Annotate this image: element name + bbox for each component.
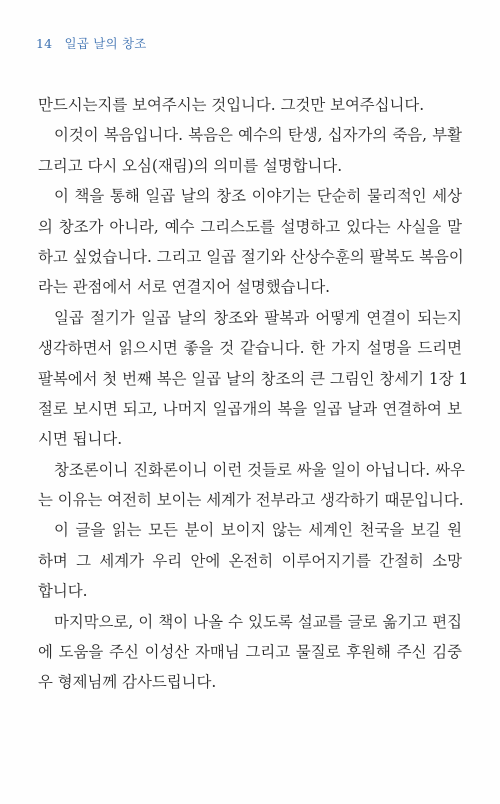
- body-text: [38, 90, 469, 698]
- text-line: 그리고 다시 오심(재림)의 의미를 설명합니다.: [38, 156, 343, 175]
- paragraph: [38, 455, 465, 516]
- page-number: 14: [36, 36, 53, 51]
- text-line: 이 글을 읽는 모든 분이 보이지 않는 세계인 천국을 보길 원: [54, 521, 462, 540]
- text-line: 생각하면서 읽으시면 좋을 것 같습니다. 한 가지 설명을 드리면: [38, 339, 462, 358]
- text-line: 는 이유는 여전히 보이는 세계가 전부라고 생각하기 때문입니다.: [38, 491, 464, 510]
- text-line: 이 책을 통해 일곱 날의 창조 이야기는 단순히 물리적인 세상: [54, 187, 462, 206]
- text-line: 절로 보시면 되고, 나머지 일곱개의 복을 일곱 날과 연결하여 보: [38, 399, 462, 418]
- paragraph: [38, 515, 462, 606]
- text-line: 시면 됩니다.: [38, 430, 123, 449]
- text-line: 이것이 복음입니다. 복음은 예수의 탄생, 십자가의 죽음, 부활: [54, 126, 462, 145]
- text-line: 하고 싶었습니다. 그리고 일곱 절기와 산상수훈의 팔복도 복음이: [38, 247, 464, 266]
- text-line: 일곱 절기가 일곱 날의 창조와 팔복과 어떻게 연결이 되는지: [54, 308, 462, 327]
- paragraph: [38, 181, 462, 303]
- paragraph: [38, 90, 462, 120]
- paragraph: [38, 607, 462, 698]
- text-line: 팔복에서 첫 번째 복은 일곱 날의 창조의 큰 그림인 창세기 1장 1: [38, 369, 469, 388]
- text-line: 라는 관점에서 서로 연결지어 설명했습니다.: [38, 278, 331, 297]
- running-head: [36, 34, 147, 52]
- text-line: 하며 그 세계가 우리 안에 온전히 이루어지기를 간절히 소망: [38, 551, 462, 570]
- chapter-title: 일곱 날의 창조: [64, 36, 147, 51]
- text-line: 마지막으로, 이 책이 나올 수 있도록 설교를 글로 옮기고 편집: [54, 612, 462, 631]
- paragraph: [38, 303, 469, 455]
- paragraph: [38, 120, 462, 181]
- text-line: 에 도움을 주신 이성산 자매님 그리고 물질로 후원해 주신 김중: [38, 643, 462, 662]
- text-line: 우 형제님께 감사드립니다.: [38, 673, 217, 692]
- text-line: 의 창조가 아니라, 예수 그리스도를 설명하고 있다는 사실을 말: [38, 217, 462, 236]
- text-line: 창조론이니 진화론이니 이런 것들로 싸울 일이 아닙니다. 싸우: [54, 460, 465, 479]
- text-line: 합니다.: [38, 582, 88, 601]
- text-line: 만드시는지를 보여주시는 것입니다. 그것만 보여주십니다.: [38, 96, 425, 114]
